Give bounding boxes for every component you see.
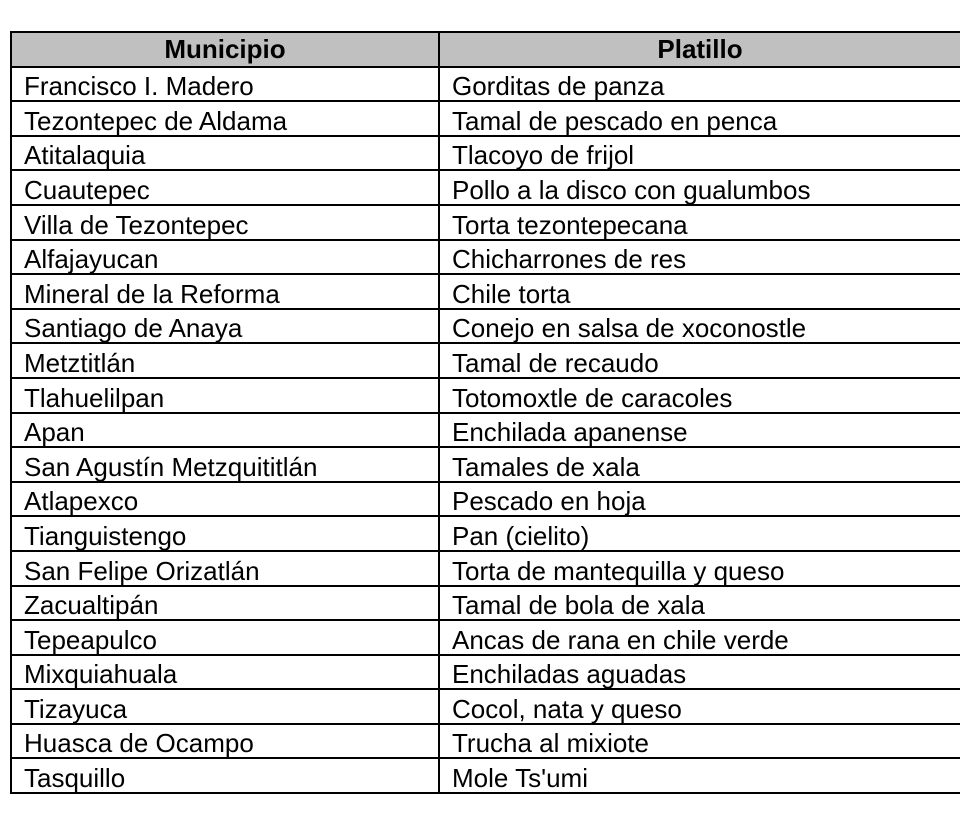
table-row — [11, 309, 960, 344]
municipio-text: Francisco I. Madero — [24, 71, 254, 102]
platillo-text: Chicharrones de res — [452, 244, 687, 275]
cell-municipio[interactable] — [11, 689, 439, 724]
column-header-municipio: Municipio — [11, 32, 439, 67]
platillo-text: Pescado en hoja — [452, 486, 646, 517]
cell-municipio[interactable] — [11, 205, 439, 240]
cell-platillo[interactable] — [439, 274, 960, 309]
table-row — [11, 240, 960, 275]
platillo-text: Tlacoyo de frijol — [452, 140, 635, 171]
cell-platillo[interactable] — [439, 170, 960, 205]
cell-platillo[interactable] — [439, 413, 960, 448]
platillo-text: Pan (cielito) — [452, 520, 590, 551]
municipio-text: Tlahuelilpan — [24, 382, 165, 413]
municipio-text: Cuautepec — [24, 174, 150, 205]
cell-municipio[interactable] — [11, 620, 439, 655]
platillo-text: Mole Ts'umi — [452, 763, 588, 794]
cell-municipio[interactable] — [11, 447, 439, 482]
column-header-platillo: Platillo — [439, 32, 960, 67]
cell-municipio[interactable] — [11, 482, 439, 517]
table-row — [11, 655, 960, 690]
municipio-text: Atitalaquia — [24, 140, 146, 171]
municipio-text: Alfajayucan — [24, 244, 159, 275]
table-row — [11, 586, 960, 621]
table-row — [11, 447, 960, 482]
cell-municipio[interactable] — [11, 101, 439, 136]
table-row — [11, 205, 960, 240]
platillo-text: Enchiladas aguadas — [452, 659, 687, 690]
platillo-text: Ancas de rana en chile verde — [452, 624, 789, 655]
municipio-text: Atlapexco — [24, 486, 139, 517]
cell-municipio[interactable] — [11, 724, 439, 759]
platillo-text: Chile torta — [452, 278, 571, 309]
table-row — [11, 170, 960, 205]
municipio-text: Zacualtipán — [24, 590, 159, 621]
platillo-text: Tamal de bola de xala — [452, 590, 705, 621]
table-row — [11, 482, 960, 517]
cell-municipio[interactable] — [11, 586, 439, 621]
cell-platillo[interactable] — [439, 136, 960, 171]
cell-platillo[interactable] — [439, 447, 960, 482]
cell-municipio[interactable] — [11, 413, 439, 448]
platillo-text: Tamal de pescado en penca — [452, 105, 778, 136]
table-body — [11, 67, 960, 793]
cell-platillo[interactable] — [439, 240, 960, 275]
cell-platillo[interactable] — [439, 516, 960, 551]
cell-municipio[interactable] — [11, 551, 439, 586]
municipio-text: Tasquillo — [24, 763, 126, 794]
platillo-text: Torta de mantequilla y queso — [452, 555, 785, 586]
platillo-text: Gorditas de panza — [452, 71, 665, 102]
municipio-text: Tianguistengo — [24, 520, 187, 551]
cell-platillo[interactable] — [439, 586, 960, 621]
cell-municipio[interactable] — [11, 378, 439, 413]
platillo-text: Totomoxtle de caracoles — [452, 382, 733, 413]
cell-platillo[interactable] — [439, 724, 960, 759]
spreadsheet-region — [10, 31, 960, 794]
platillo-text: Enchilada apanense — [452, 417, 688, 448]
cell-municipio[interactable] — [11, 309, 439, 344]
cell-municipio[interactable] — [11, 67, 439, 102]
municipio-text: Huasca de Ocampo — [24, 728, 254, 759]
table-row — [11, 67, 960, 102]
header-row — [11, 32, 960, 67]
cell-platillo[interactable] — [439, 482, 960, 517]
table-row — [11, 274, 960, 309]
platillo-text: Tamal de recaudo — [452, 347, 659, 378]
table-row — [11, 689, 960, 724]
cell-municipio[interactable] — [11, 136, 439, 171]
cell-municipio[interactable] — [11, 240, 439, 275]
table-row — [11, 136, 960, 171]
cell-municipio[interactable] — [11, 655, 439, 690]
table-row — [11, 551, 960, 586]
table-row — [11, 516, 960, 551]
cell-municipio[interactable] — [11, 516, 439, 551]
platillo-text: Torta tezontepecana — [452, 209, 688, 240]
cell-platillo[interactable] — [439, 620, 960, 655]
table-row — [11, 758, 960, 793]
municipio-text: Tizayuca — [24, 693, 128, 724]
municipio-text: Apan — [24, 417, 85, 448]
platillo-text: Trucha al mixiote — [452, 728, 649, 759]
cell-municipio[interactable] — [11, 343, 439, 378]
cell-platillo[interactable] — [439, 758, 960, 793]
municipio-text: Metztitlán — [24, 347, 136, 378]
platillo-text: Tamales de xala — [452, 451, 640, 482]
platillo-text: Pollo a la disco con gualumbos — [452, 174, 811, 205]
table-row — [11, 620, 960, 655]
municipio-text: Mineral de la Reforma — [24, 278, 280, 309]
municipio-text: Tezontepec de Aldama — [24, 105, 288, 136]
platillo-text: Conejo en salsa de xoconostle — [452, 313, 807, 344]
table-row — [11, 413, 960, 448]
dishes-table — [10, 31, 960, 794]
cell-platillo[interactable] — [439, 655, 960, 690]
cell-platillo[interactable] — [439, 309, 960, 344]
table-row — [11, 101, 960, 136]
cell-platillo[interactable] — [439, 205, 960, 240]
municipio-text: Tepeapulco — [24, 624, 157, 655]
table-row — [11, 343, 960, 378]
cell-municipio[interactable] — [11, 170, 439, 205]
platillo-text: Cocol, nata y queso — [452, 693, 682, 724]
cell-platillo[interactable] — [439, 551, 960, 586]
municipio-text: Villa de Tezontepec — [24, 209, 249, 240]
table-row — [11, 378, 960, 413]
cell-platillo[interactable] — [439, 101, 960, 136]
municipio-text: San Agustín Metzquititlán — [24, 451, 318, 482]
cell-platillo[interactable] — [439, 343, 960, 378]
cell-platillo[interactable] — [439, 689, 960, 724]
municipio-text: Santiago de Anaya — [24, 313, 243, 344]
municipio-text: Mixquiahuala — [24, 659, 178, 690]
cell-municipio[interactable] — [11, 274, 439, 309]
cell-platillo[interactable] — [439, 67, 960, 102]
municipio-text: San Felipe Orizatlán — [24, 555, 260, 586]
cell-platillo[interactable] — [439, 378, 960, 413]
cell-municipio[interactable] — [11, 758, 439, 793]
table-row — [11, 724, 960, 759]
